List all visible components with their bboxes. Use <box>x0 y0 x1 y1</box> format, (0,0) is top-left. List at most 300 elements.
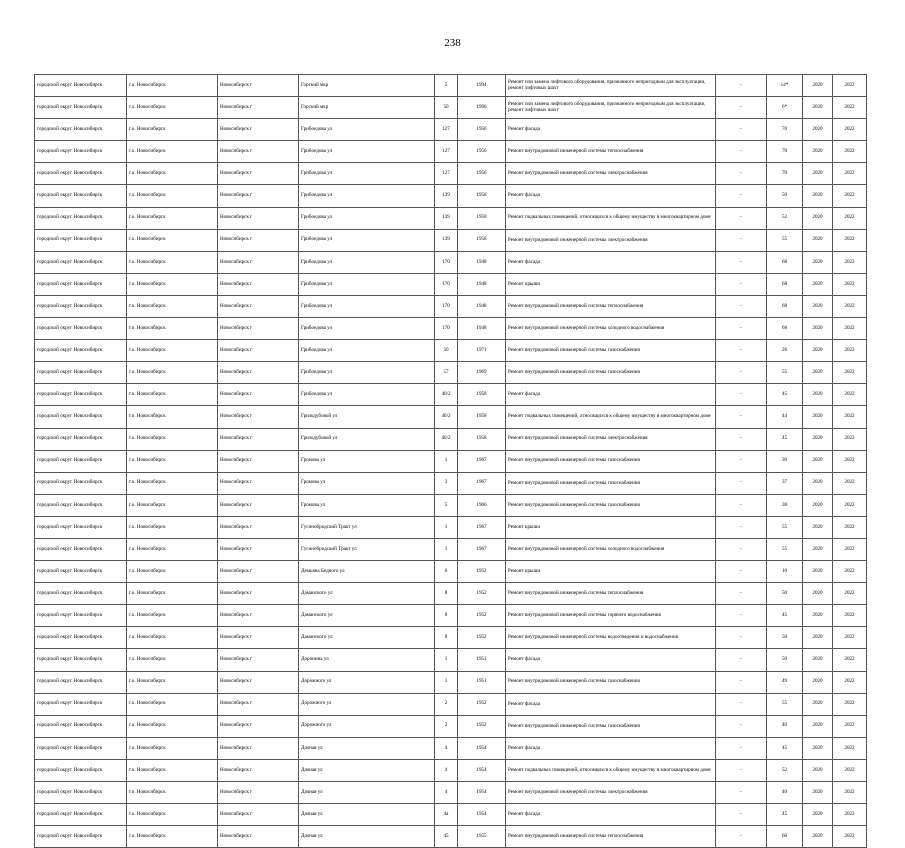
year-built-cell: 1958 <box>458 406 506 428</box>
house-number-cell: 40/2 <box>435 406 458 428</box>
street-cell: Горский мкр <box>299 97 435 119</box>
house-number-cell: 6 <box>435 561 458 583</box>
amount-cell: 37 <box>767 472 803 494</box>
city-cell: Новосибирск г <box>218 627 299 649</box>
city-cell: Новосибирск г <box>218 163 299 185</box>
street-cell: Гризодубовой ул <box>299 406 435 428</box>
city-cell: Новосибирск г <box>218 472 299 494</box>
amount-cell: 38 <box>767 494 803 516</box>
dash-cell: - <box>716 251 767 273</box>
dash-cell: - <box>716 782 767 804</box>
street-cell: Грибоедова ул <box>299 185 435 207</box>
work-type-cell: Ремонт внутридомовой инженерной системы теплоснабжения <box>506 295 716 317</box>
house-number-cell: 139 <box>435 185 458 207</box>
city-cell: Новосибирск г <box>218 295 299 317</box>
amount-cell: 55 <box>767 362 803 384</box>
end-year-cell: 2022 <box>833 207 867 229</box>
end-year-cell: 2022 <box>833 538 867 560</box>
year-built-cell: 1951 <box>458 649 506 671</box>
district-cell: г.о. Новосибирск <box>127 273 218 295</box>
street-cell: Даманского ул <box>299 605 435 627</box>
amount-cell: 68 <box>767 251 803 273</box>
table-row <box>35 207 867 229</box>
table-row <box>35 671 867 693</box>
municipality-cell: городской округ Новосибирск <box>35 141 127 163</box>
end-year-cell: 2022 <box>833 494 867 516</box>
district-cell: г.о. Новосибирск <box>127 538 218 560</box>
amount-cell: 70 <box>767 163 803 185</box>
work-type-cell: Ремонт внутридомовой инженерной системы теплоснабжения <box>506 583 716 605</box>
year-built-cell: 1954 <box>458 737 506 759</box>
dash-cell: - <box>716 75 767 97</box>
end-year-cell: 2022 <box>833 384 867 406</box>
district-cell: г.о. Новосибирск <box>127 561 218 583</box>
city-cell: Новосибирск г <box>218 693 299 715</box>
city-cell: Новосибирск г <box>218 75 299 97</box>
district-cell: г.о. Новосибирск <box>127 494 218 516</box>
start-year-cell: 2020 <box>803 185 833 207</box>
municipality-cell: городской округ Новосибирск <box>35 207 127 229</box>
amount-cell: 44 <box>767 406 803 428</box>
table-row <box>35 340 867 362</box>
year-built-cell: 1967 <box>458 516 506 538</box>
municipality-cell: городской округ Новосибирск <box>35 185 127 207</box>
city-cell: Новосибирск г <box>218 649 299 671</box>
municipality-cell: городской округ Новосибирск <box>35 472 127 494</box>
year-built-cell: 1996 <box>458 97 506 119</box>
work-type-cell: Ремонт внутридомовой инженерной системы газоснабжения <box>506 671 716 693</box>
street-cell: Дачная ул <box>299 826 435 848</box>
district-cell: г.о. Новосибирск <box>127 207 218 229</box>
municipality-cell: городской округ Новосибирск <box>35 340 127 362</box>
municipality-cell: городской округ Новосибирск <box>35 826 127 848</box>
house-number-cell: 3 <box>435 472 458 494</box>
table-row <box>35 97 867 119</box>
municipality-cell: городской округ Новосибирск <box>35 516 127 538</box>
table-row <box>35 494 867 516</box>
city-cell: Новосибирск г <box>218 826 299 848</box>
end-year-cell: 2022 <box>833 516 867 538</box>
amount-cell: 52 <box>767 207 803 229</box>
city-cell: Новосибирск г <box>218 428 299 450</box>
year-built-cell: 1952 <box>458 715 506 737</box>
district-cell: г.о. Новосибирск <box>127 671 218 693</box>
dash-cell: - <box>716 97 767 119</box>
start-year-cell: 2020 <box>803 318 833 340</box>
work-type-cell: Ремонт крыши <box>506 516 716 538</box>
house-number-cell: 1 <box>435 671 458 693</box>
work-type-cell: Ремонт фасада <box>506 384 716 406</box>
house-number-cell: 5 <box>435 75 458 97</box>
house-number-cell: 1 <box>435 516 458 538</box>
work-type-cell: Ремонт внутридомовой инженерной системы газоснабжения <box>506 494 716 516</box>
work-type-cell: Ремонт фасада <box>506 251 716 273</box>
end-year-cell: 2022 <box>833 759 867 781</box>
city-cell: Новосибирск г <box>218 97 299 119</box>
year-built-cell: 1952 <box>458 627 506 649</box>
work-type-cell: Ремонт фасада <box>506 804 716 826</box>
house-number-cell: 127 <box>435 163 458 185</box>
house-number-cell: 127 <box>435 119 458 141</box>
work-type-cell: Ремонт фасада <box>506 737 716 759</box>
municipality-cell: городской округ Новосибирск <box>35 649 127 671</box>
work-type-cell: Ремонт фасада <box>506 119 716 141</box>
district-cell: г.о. Новосибирск <box>127 605 218 627</box>
table-row <box>35 538 867 560</box>
work-type-cell: Ремонт фасада <box>506 693 716 715</box>
house-number-cell: 57 <box>435 362 458 384</box>
table-row <box>35 295 867 317</box>
amount-cell: 68 <box>767 318 803 340</box>
end-year-cell: 2022 <box>833 428 867 450</box>
amount-cell: 70 <box>767 119 803 141</box>
start-year-cell: 2020 <box>803 671 833 693</box>
city-cell: Новосибирск г <box>218 384 299 406</box>
district-cell: г.о. Новосибирск <box>127 185 218 207</box>
start-year-cell: 2020 <box>803 759 833 781</box>
city-cell: Новосибирск г <box>218 362 299 384</box>
dash-cell: - <box>716 693 767 715</box>
district-cell: г.о. Новосибирск <box>127 384 218 406</box>
dash-cell: - <box>716 185 767 207</box>
municipality-cell: городской округ Новосибирск <box>35 251 127 273</box>
city-cell: Новосибирск г <box>218 561 299 583</box>
house-number-cell: 5 <box>435 494 458 516</box>
end-year-cell: 2022 <box>833 362 867 384</box>
year-built-cell: 1971 <box>458 340 506 362</box>
city-cell: Новосибирск г <box>218 406 299 428</box>
amount-cell: 30 <box>767 450 803 472</box>
table-row <box>35 185 867 207</box>
street-cell: Дорожного ул <box>299 715 435 737</box>
start-year-cell: 2020 <box>803 119 833 141</box>
work-type-cell: Ремонт внутридомовой инженерной системы газоснабжения <box>506 340 716 362</box>
street-cell: Дачная ул <box>299 782 435 804</box>
amount-cell: 50 <box>767 627 803 649</box>
house-number-cell: 170 <box>435 273 458 295</box>
street-cell: Грибоедова ул <box>299 362 435 384</box>
work-type-cell: Ремонт внутридомовой инженерной системы холодного водоснабжения <box>506 318 716 340</box>
work-type-cell: Ремонт крыши <box>506 561 716 583</box>
work-type-cell: Ремонт подвальных помещений, относящихся к общему имуществу в многоквартирном доме <box>506 406 716 428</box>
table-row <box>35 384 867 406</box>
start-year-cell: 2020 <box>803 804 833 826</box>
municipality-cell: городской округ Новосибирск <box>35 561 127 583</box>
year-built-cell: 1969 <box>458 362 506 384</box>
registry-table <box>34 74 867 848</box>
city-cell: Новосибирск г <box>218 715 299 737</box>
house-number-cell: 45 <box>435 826 458 848</box>
start-year-cell: 2020 <box>803 494 833 516</box>
end-year-cell: 2022 <box>833 737 867 759</box>
dash-cell: - <box>716 119 767 141</box>
table-row <box>35 693 867 715</box>
year-built-cell: 1967 <box>458 538 506 560</box>
district-cell: г.о. Новосибирск <box>127 804 218 826</box>
year-built-cell: 1967 <box>458 450 506 472</box>
year-built-cell: 1958 <box>458 207 506 229</box>
start-year-cell: 2020 <box>803 538 833 560</box>
work-type-cell: Ремонт или замена лифтового оборудования, признанного непригодным для эксплуатации, ремонт лифтовых шахт <box>506 75 716 97</box>
house-number-cell: 170 <box>435 295 458 317</box>
table-row <box>35 450 867 472</box>
district-cell: г.о. Новосибирск <box>127 826 218 848</box>
amount-cell: 45 <box>767 804 803 826</box>
year-built-cell: 1952 <box>458 605 506 627</box>
dash-cell: - <box>716 472 767 494</box>
district-cell: г.о. Новосибирск <box>127 450 218 472</box>
work-type-cell: Ремонт внутридомовой инженерной системы газоснабжения <box>506 362 716 384</box>
year-built-cell: 1958 <box>458 428 506 450</box>
year-built-cell: 1956 <box>458 119 506 141</box>
amount-cell: 40 <box>767 715 803 737</box>
table-row <box>35 119 867 141</box>
table-row <box>35 318 867 340</box>
city-cell: Новосибирск г <box>218 185 299 207</box>
amount-cell: 55 <box>767 229 803 251</box>
municipality-cell: городской округ Новосибирск <box>35 693 127 715</box>
year-built-cell: 1958 <box>458 229 506 251</box>
work-type-cell: Ремонт внутридомовой инженерной системы холодного водоснабжения <box>506 538 716 560</box>
table-row <box>35 583 867 605</box>
end-year-cell: 2022 <box>833 671 867 693</box>
work-type-cell: Ремонт внутридомовой инженерной системы электроснабжения <box>506 163 716 185</box>
city-cell: Новосибирск г <box>218 119 299 141</box>
street-cell: Даманского ул <box>299 627 435 649</box>
house-number-cell: 2 <box>435 715 458 737</box>
municipality-cell: городской округ Новосибирск <box>35 97 127 119</box>
amount-cell: 45 <box>767 605 803 627</box>
year-built-cell: 1966 <box>458 494 506 516</box>
city-cell: Новосибирск г <box>218 804 299 826</box>
dash-cell: - <box>716 804 767 826</box>
municipality-cell: городской округ Новосибирск <box>35 450 127 472</box>
house-number-cell: 40/2 <box>435 384 458 406</box>
table-row <box>35 804 867 826</box>
year-built-cell: 1948 <box>458 295 506 317</box>
year-built-cell: 1952 <box>458 561 506 583</box>
start-year-cell: 2020 <box>803 693 833 715</box>
city-cell: Новосибирск г <box>218 782 299 804</box>
table-row <box>35 141 867 163</box>
amount-cell: 50 <box>767 185 803 207</box>
house-number-cell: 139 <box>435 207 458 229</box>
district-cell: г.о. Новосибирск <box>127 362 218 384</box>
amount-cell: 14* <box>767 75 803 97</box>
end-year-cell: 2022 <box>833 693 867 715</box>
municipality-cell: городской округ Новосибирск <box>35 318 127 340</box>
end-year-cell: 2022 <box>833 97 867 119</box>
district-cell: г.о. Новосибирск <box>127 693 218 715</box>
start-year-cell: 2020 <box>803 251 833 273</box>
dash-cell: - <box>716 627 767 649</box>
start-year-cell: 2020 <box>803 472 833 494</box>
year-built-cell: 1954 <box>458 804 506 826</box>
end-year-cell: 2022 <box>833 119 867 141</box>
end-year-cell: 2022 <box>833 273 867 295</box>
street-cell: Громова ул <box>299 472 435 494</box>
start-year-cell: 2020 <box>803 295 833 317</box>
dash-cell: - <box>716 649 767 671</box>
table-row <box>35 406 867 428</box>
municipality-cell: городской округ Новосибирск <box>35 75 127 97</box>
amount-cell: 49 <box>767 671 803 693</box>
amount-cell: 50 <box>767 649 803 671</box>
table-row <box>35 627 867 649</box>
end-year-cell: 2022 <box>833 782 867 804</box>
amount-cell: 52 <box>767 759 803 781</box>
street-cell: Грибоедова ул <box>299 119 435 141</box>
end-year-cell: 2022 <box>833 229 867 251</box>
house-number-cell: 139 <box>435 229 458 251</box>
municipality-cell: городской округ Новосибирск <box>35 273 127 295</box>
table-row <box>35 715 867 737</box>
amount-cell: 70 <box>767 141 803 163</box>
district-cell: г.о. Новосибирск <box>127 715 218 737</box>
work-type-cell: Ремонт или замена лифтового оборудования, признанного непригодным для эксплуатации, ремонт лифтовых шахт <box>506 97 716 119</box>
start-year-cell: 2020 <box>803 715 833 737</box>
city-cell: Новосибирск г <box>218 759 299 781</box>
table-row <box>35 428 867 450</box>
house-number-cell: 4 <box>435 759 458 781</box>
district-cell: г.о. Новосибирск <box>127 229 218 251</box>
municipality-cell: городской округ Новосибирск <box>35 671 127 693</box>
district-cell: г.о. Новосибирск <box>127 782 218 804</box>
table-row <box>35 516 867 538</box>
dash-cell: - <box>716 826 767 848</box>
amount-cell: 55 <box>767 693 803 715</box>
street-cell: Гусинобродский Тракт ул <box>299 516 435 538</box>
street-cell: Дачная ул <box>299 759 435 781</box>
table-row <box>35 75 867 97</box>
street-cell: Грибоедова ул <box>299 384 435 406</box>
dash-cell: - <box>716 384 767 406</box>
end-year-cell: 2022 <box>833 295 867 317</box>
work-type-cell: Ремонт внутридомовой инженерной системы электроснабжения <box>506 782 716 804</box>
district-cell: г.о. Новосибирск <box>127 119 218 141</box>
end-year-cell: 2022 <box>833 472 867 494</box>
end-year-cell: 2022 <box>833 804 867 826</box>
municipality-cell: городской округ Новосибирск <box>35 627 127 649</box>
table-row <box>35 472 867 494</box>
start-year-cell: 2020 <box>803 450 833 472</box>
city-cell: Новосибирск г <box>218 583 299 605</box>
work-type-cell: Ремонт внутридомовой инженерной системы газоснабжения <box>506 472 716 494</box>
district-cell: г.о. Новосибирск <box>127 472 218 494</box>
house-number-cell: 170 <box>435 318 458 340</box>
house-number-cell: 8 <box>435 627 458 649</box>
house-number-cell: 8 <box>435 605 458 627</box>
year-built-cell: 1954 <box>458 782 506 804</box>
district-cell: г.о. Новосибирск <box>127 97 218 119</box>
start-year-cell: 2020 <box>803 826 833 848</box>
year-built-cell: 1958 <box>458 185 506 207</box>
start-year-cell: 2020 <box>803 75 833 97</box>
house-number-cell: 127 <box>435 141 458 163</box>
street-cell: Грибоедова ул <box>299 340 435 362</box>
house-number-cell: 50 <box>435 97 458 119</box>
year-built-cell: 1951 <box>458 671 506 693</box>
street-cell: Грибоедова ул <box>299 207 435 229</box>
year-built-cell: 1967 <box>458 472 506 494</box>
street-cell: Громова ул <box>299 450 435 472</box>
district-cell: г.о. Новосибирск <box>127 340 218 362</box>
dash-cell: - <box>716 561 767 583</box>
street-cell: Доронина ул <box>299 649 435 671</box>
street-cell: Гризодубовой ул <box>299 428 435 450</box>
municipality-cell: городской округ Новосибирск <box>35 362 127 384</box>
district-cell: г.о. Новосибирск <box>127 295 218 317</box>
dash-cell: - <box>716 428 767 450</box>
dash-cell: - <box>716 229 767 251</box>
dash-cell: - <box>716 516 767 538</box>
street-cell: Грибоедова ул <box>299 141 435 163</box>
year-built-cell: 1952 <box>458 583 506 605</box>
start-year-cell: 2020 <box>803 627 833 649</box>
end-year-cell: 2022 <box>833 406 867 428</box>
work-type-cell: Ремонт подвальных помещений, относящихся к общему имуществу в многоквартирном доме <box>506 207 716 229</box>
dash-cell: - <box>716 340 767 362</box>
dash-cell: - <box>716 494 767 516</box>
district-cell: г.о. Новосибирск <box>127 428 218 450</box>
district-cell: г.о. Новосибирск <box>127 759 218 781</box>
amount-cell: 10 <box>767 561 803 583</box>
end-year-cell: 2022 <box>833 826 867 848</box>
year-built-cell: 1952 <box>458 693 506 715</box>
dash-cell: - <box>716 605 767 627</box>
end-year-cell: 2022 <box>833 318 867 340</box>
city-cell: Новосибирск г <box>218 516 299 538</box>
municipality-cell: городской округ Новосибирск <box>35 583 127 605</box>
street-cell: Грибоедова ул <box>299 318 435 340</box>
work-type-cell: Ремонт внутридомовой инженерной системы газоснабжения <box>506 450 716 472</box>
year-built-cell: 1948 <box>458 273 506 295</box>
municipality-cell: городской округ Новосибирск <box>35 295 127 317</box>
dash-cell: - <box>716 362 767 384</box>
work-type-cell: Ремонт внутридомовой инженерной системы горячего водоснабжения <box>506 605 716 627</box>
district-cell: г.о. Новосибирск <box>127 737 218 759</box>
municipality-cell: городской округ Новосибирск <box>35 119 127 141</box>
work-type-cell: Ремонт фасада <box>506 185 716 207</box>
amount-cell: 55 <box>767 516 803 538</box>
municipality-cell: городской округ Новосибирск <box>35 538 127 560</box>
street-cell: Дачная ул <box>299 737 435 759</box>
end-year-cell: 2022 <box>833 75 867 97</box>
amount-cell: 60 <box>767 826 803 848</box>
year-built-cell: 1994 <box>458 75 506 97</box>
municipality-cell: городской округ Новосибирск <box>35 406 127 428</box>
amount-cell: 40 <box>767 782 803 804</box>
house-number-cell: 170 <box>435 251 458 273</box>
work-type-cell: Ремонт внутридомовой инженерной системы электроснабжения <box>506 428 716 450</box>
year-built-cell: 1955 <box>458 826 506 848</box>
start-year-cell: 2020 <box>803 384 833 406</box>
dash-cell: - <box>716 163 767 185</box>
dash-cell: - <box>716 141 767 163</box>
city-cell: Новосибирск г <box>218 207 299 229</box>
amount-cell: 45 <box>767 428 803 450</box>
work-type-cell: Ремонт фасада <box>506 649 716 671</box>
table-row <box>35 561 867 583</box>
amount-cell: 6* <box>767 97 803 119</box>
house-number-cell: 50 <box>435 340 458 362</box>
table-row <box>35 362 867 384</box>
house-number-cell: 40/2 <box>435 428 458 450</box>
year-built-cell: 1958 <box>458 384 506 406</box>
end-year-cell: 2022 <box>833 251 867 273</box>
city-cell: Новосибирск г <box>218 494 299 516</box>
start-year-cell: 2020 <box>803 406 833 428</box>
